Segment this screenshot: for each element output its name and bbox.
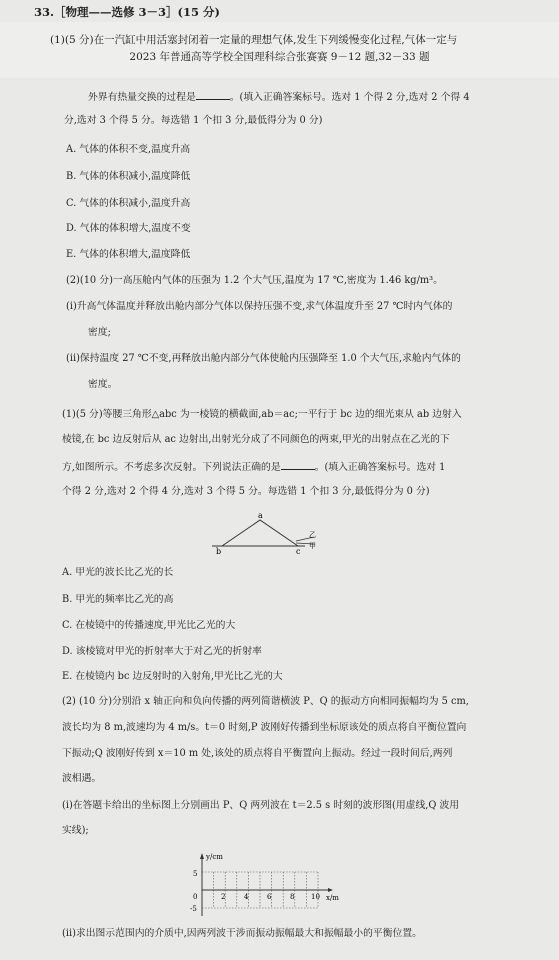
- part2-option-a: A. 甲光的波长比乙光的长: [62, 567, 174, 578]
- label-c: c: [296, 547, 301, 555]
- answer-blank: [196, 90, 230, 100]
- part1-q2-ii-line1: (ii)保持温度 27 ℃不变,再释放出舱内部分气体使舱内压强降至 1.0 个大气压,求舱内气体的: [66, 353, 461, 364]
- question-title: 33.［物理——选修 3－3］(15 分): [34, 5, 220, 19]
- part2-q1-line2: 棱镜,在 bc 边反射后从 ac 边射出,出射光分成了不同颜色的两束,甲光的出射点在乙光的下: [62, 434, 450, 445]
- part1-option-e: E. 气体的体积增大,温度降低: [66, 249, 191, 260]
- y-tick-neg5: -5: [190, 905, 197, 913]
- part2-q1-line3-a: 方,如图所示。不考虑多次反射。下列说法正确的是: [62, 462, 281, 473]
- y-tick-5: 5: [193, 870, 198, 878]
- y-axis-label: y/cm: [206, 853, 223, 861]
- y-tick-0: 0: [193, 893, 198, 901]
- answer-blank: [281, 460, 315, 470]
- prism-triangle: [222, 520, 298, 546]
- part1-q2-i-line1: (i)升高气体温度并释放出舱内部分气体以保持压强不变,求气体温度升至 27 ℃时内气体的: [66, 301, 453, 312]
- part2-option-e: E. 在棱镜内 bc 边反射时的入射角,甲光比乙光的大: [62, 671, 283, 682]
- part1-stem-a: 外界有热量交换的过程是: [88, 92, 196, 103]
- part1-q2-ii-line2: 密度。: [88, 379, 118, 390]
- part1-stem-b: 。(填入正确答案标号。选对 1 个得 2 分,选对 2 个得 4: [229, 92, 470, 103]
- part1-q2: (2)(10 分)一高压舱内气体的压强为 1.2 个大气压,温度为 17 ℃,密度为 1.46 kg/m³。: [66, 275, 443, 286]
- label-yi: 乙: [309, 531, 316, 539]
- label-a: a: [258, 511, 263, 520]
- part1-option-a: A. 气体的体积不变,温度升高: [66, 144, 191, 155]
- part2-option-c: C. 在棱镜中的传播速度,甲光比乙光的大: [62, 620, 236, 631]
- x-tick-6: 6: [267, 893, 272, 901]
- x-tick-10: 10: [311, 893, 320, 901]
- part1-option-d: D. 气体的体积增大,温度不变: [66, 223, 191, 234]
- part1-option-b: B. 气体的体积减小,温度降低: [66, 171, 191, 182]
- part2-q1-line3-b: 。(填入正确答案标号。选对 1: [314, 462, 446, 473]
- header-line-2: 2023 年普通高等学校全国理科综合张赛赛 9－12 题,32－33 题: [129, 51, 430, 63]
- label-b: b: [216, 547, 222, 555]
- part2-q2-line2: 波长均为 8 m,波速均为 4 m/s。t＝0 时刻,P 波刚好传播到坐标原该处的质点将自平衡位置向: [62, 722, 467, 733]
- prism-figure: [210, 510, 320, 555]
- part1-q2-i-line2: 密度;: [88, 327, 111, 338]
- part2-option-d: D. 该棱镜对甲光的折射率大于对乙光的折射率: [62, 646, 262, 657]
- part1-option-c: C. 气体的体积减小,温度升高: [66, 198, 191, 209]
- part1-stem-line2: 分,选对 3 个得 5 分。每选错 1 个扣 3 分,最低得分为 0 分): [64, 115, 323, 126]
- x-tick-8: 8: [290, 893, 295, 901]
- y-axis-arrow: [200, 853, 204, 859]
- header-line-1: (1)(5 分)在一汽缸中用活塞封闭着一定量的理想气体,发生下列缓慢变化过程,气体一定与: [50, 34, 458, 46]
- part2-q2-line3: 下振动;Q 波刚好传到 x＝10 m 处,该处的质点将自平衡置向上振动。经过一段时间后,两列: [62, 748, 453, 759]
- x-tick-4: 4: [244, 893, 249, 901]
- part2-q1-line4: 个得 2 分,选对 2 个得 4 分,选对 3 个得 5 分。每选错 1 个扣 3 分,最低得分为 0 分): [62, 486, 430, 497]
- part2-q1-line1: (1)(5 分)等腰三角形△abc 为一棱镜的横截面,ab＝ac;一平行于 bc 边的细光束从 ab 边射入: [62, 409, 462, 420]
- part2-q1-line3: [62, 460, 445, 474]
- part2-q2-i-line2: 实线);: [62, 825, 89, 836]
- part2-q2-i-line1: (ⅰ)在答题卡给出的坐标图上分别画出 P、Q 两列波在 t＝2.5 s 时刻的波形图(用虚线,Q 波用: [62, 800, 460, 811]
- part2-option-b: B. 甲光的频率比乙光的高: [62, 594, 174, 605]
- part2-q2-line1: (2) (10 分)分别沿 x 轴正向和负向传播的两列简谐横波 P、Q 的振动方向相同振幅均为 5 cm,: [62, 696, 469, 707]
- label-jia: 甲: [309, 542, 316, 550]
- part1-stem-line1: [88, 90, 470, 104]
- x-axis-label: x/m: [326, 894, 339, 902]
- x-tick-2: 2: [221, 893, 226, 901]
- part2-q2-line4: 波相遇。: [62, 773, 102, 784]
- x-axis-arrow: [328, 888, 333, 892]
- wave-grid: [188, 850, 348, 920]
- part2-q2-ii: (ⅱ)求出图示范围内的介质中,因两列波干涉而振动振幅最大和振幅最小的平衡位置。: [62, 928, 422, 939]
